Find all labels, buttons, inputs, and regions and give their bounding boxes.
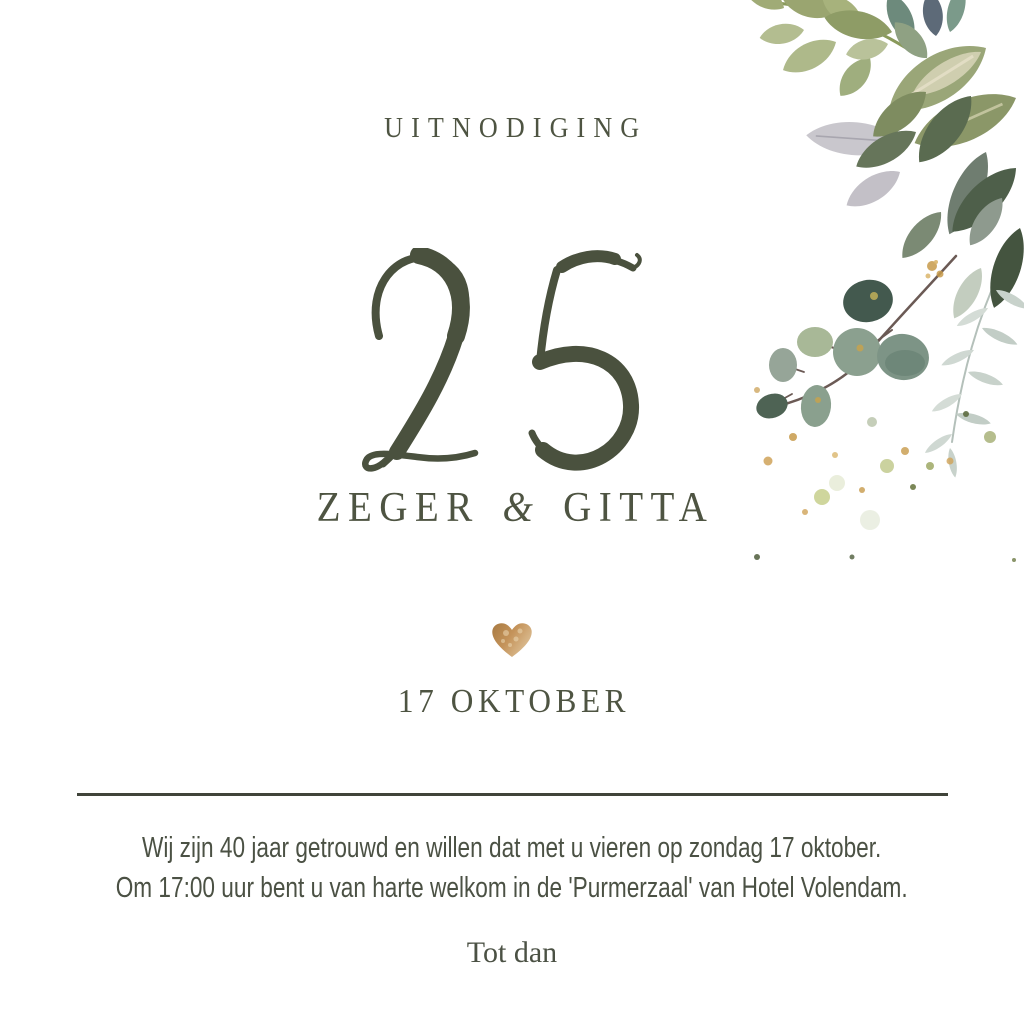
event-date xyxy=(0,683,1024,721)
gold-heart-icon xyxy=(489,619,535,659)
ampersand: & xyxy=(502,485,541,531)
body-text-lines xyxy=(116,828,908,908)
event-date-text: 17 OKTOBER xyxy=(398,683,631,720)
couple-names xyxy=(0,484,1024,532)
divider-rule xyxy=(77,793,948,796)
couple-names-text xyxy=(309,484,714,532)
closing-text-inner: Tot dan xyxy=(466,936,558,969)
body-text xyxy=(0,828,1024,908)
closing-text xyxy=(0,936,1024,970)
eyebrow-title xyxy=(0,112,1024,145)
anniversary-number-25 xyxy=(357,248,647,484)
name-second: GITTA xyxy=(563,485,715,531)
name-first: ZEGER xyxy=(316,485,480,531)
body-line-2: Om 17:00 uur bent u van harte welkom in de 'Purmerzaal' van Hotel Volendam. xyxy=(116,872,908,904)
body-line-1: Wij zijn 40 jaar getrouwd en willen dat met u vieren op zondag 17 oktober. xyxy=(142,832,882,864)
eyebrow-title-text: UITNODIGING xyxy=(384,112,648,144)
eucalyptus-greenery-icon xyxy=(684,0,1024,640)
